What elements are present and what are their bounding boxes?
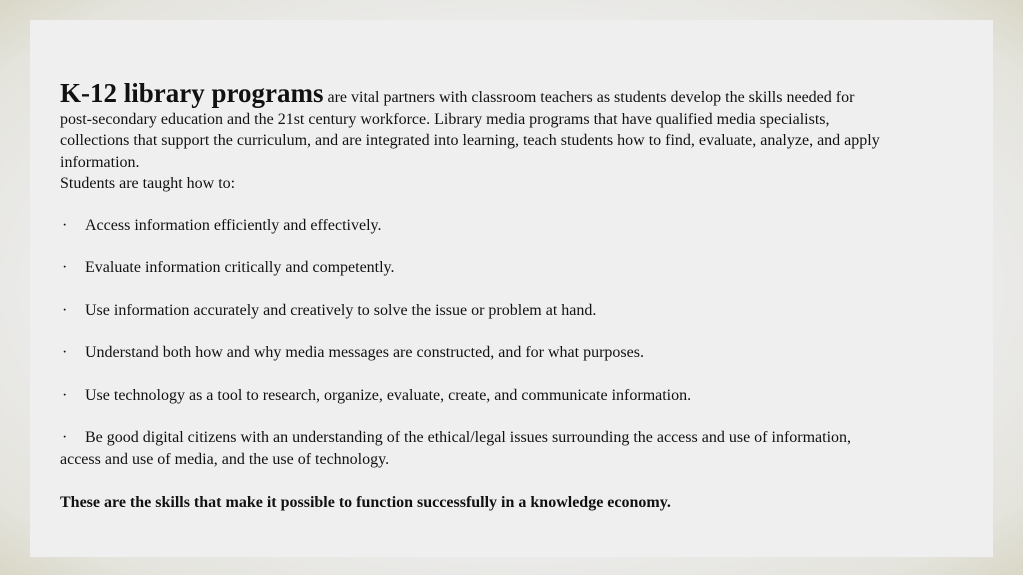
- bullet-dot-icon: ·: [62, 344, 68, 361]
- list-item-text: Understand both how and why media messages are constructed, and for what purposes.: [85, 344, 644, 361]
- list-item: [60, 300, 890, 322]
- list-item-text: Access information efficiently and effectively.: [85, 216, 382, 234]
- bullet-dot-icon: ·: [62, 216, 68, 234]
- bullet-dot-icon: ·: [62, 429, 68, 446]
- bullet-dot-icon: ·: [62, 259, 68, 276]
- intro-heading: K-12 library programs: [60, 78, 324, 108]
- slide-body: [60, 78, 890, 514]
- list-item-text: Evaluate information critically and competently.: [85, 259, 395, 276]
- bullet-dot-icon: ·: [62, 301, 68, 319]
- list-item: [60, 427, 890, 470]
- list-item: [60, 215, 890, 237]
- list-item: [60, 342, 890, 364]
- intro-paragraph: [60, 78, 890, 173]
- intro-text: are vital partners with classroom teachers as students develop the skills needed for post-secondary education and the 21st century workforce. Library media programs that have qualified media specialists, collections that support the curriculum, and are integrated into learning, teach students how to find, evaluate, analyze, and apply information.: [60, 89, 880, 171]
- list-item: [60, 385, 890, 407]
- list-item-text: Use technology as a tool to research, organize, evaluate, create, and communicate information.: [85, 386, 692, 404]
- bullet-dot-icon: ·: [62, 386, 68, 404]
- list-item-text: Be good digital citizens with an understanding of the ethical/legal issues surrounding the access and use of information, access and use of media, and the use of technology.: [60, 429, 852, 468]
- conclusion-text: These are the skills that make it possible to function successfully in a knowledge economy.: [60, 494, 671, 511]
- list-item-text: Use information accurately and creatively to solve the issue or problem at hand.: [85, 301, 597, 319]
- list-item: [60, 257, 890, 279]
- lead-in-text: Students are taught how to:: [60, 175, 236, 192]
